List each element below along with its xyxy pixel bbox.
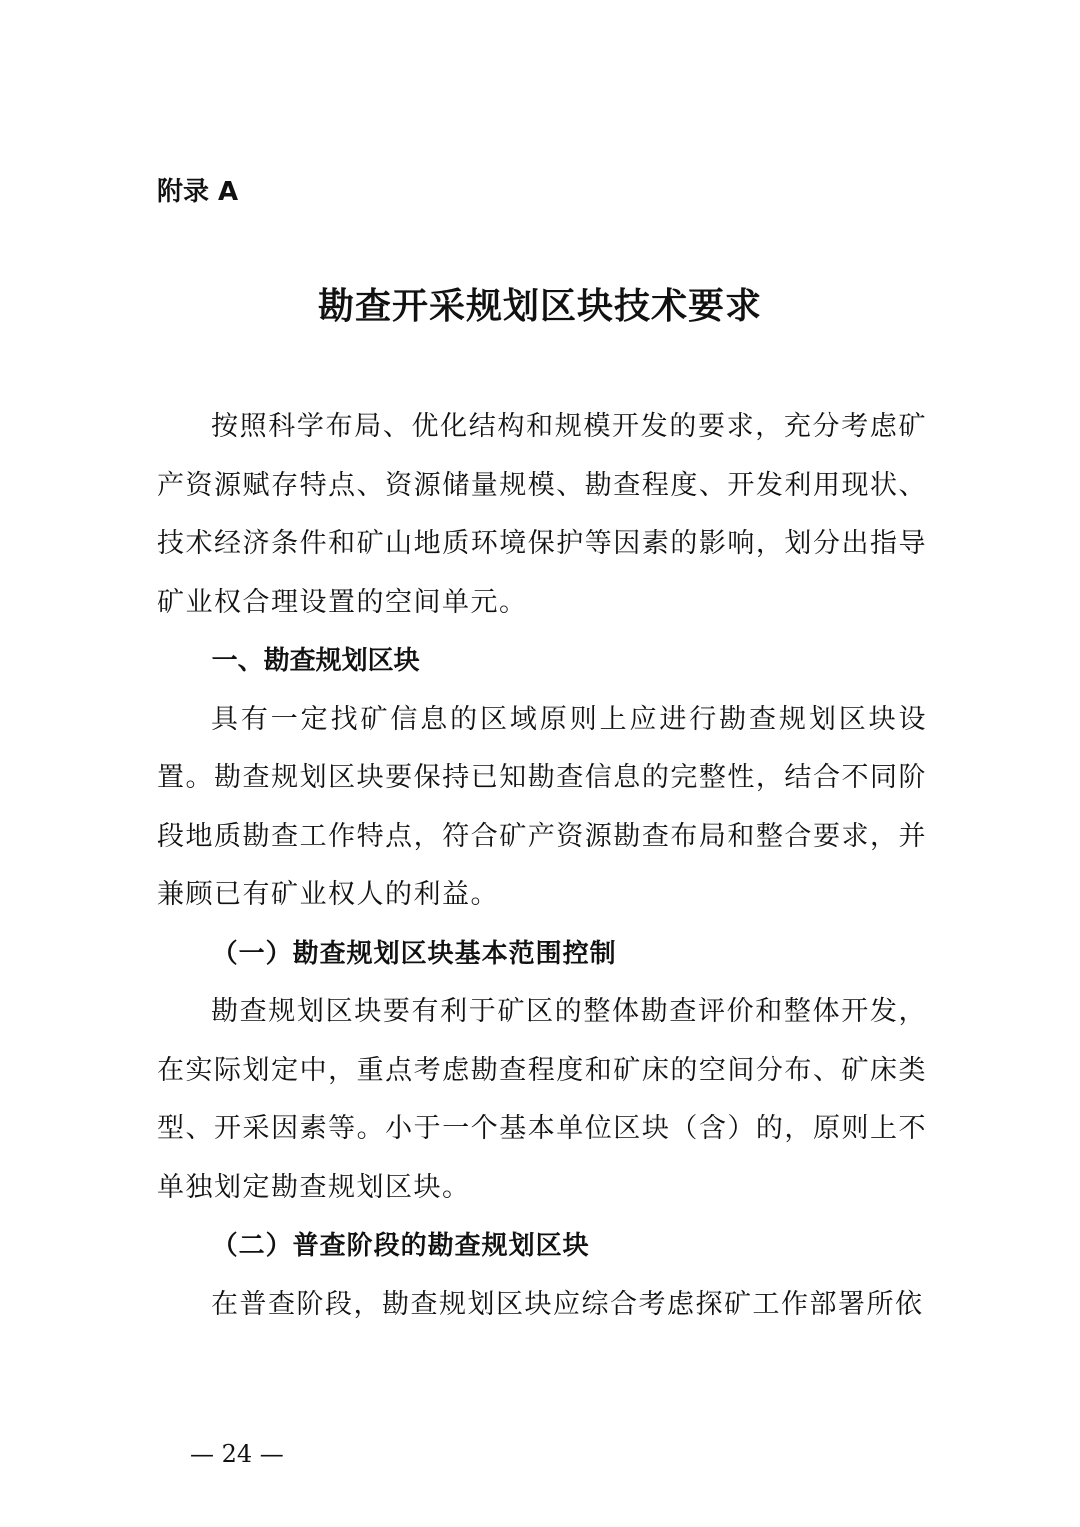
page-number: — 24 — [190,1440,284,1468]
subsection-heading: （一）勘查规划区块基本范围控制 [211,938,617,969]
body-paragraph: 具有一定找矿信息的区域原则上应进行勘查规划区块设置。勘查规划区块要保持已知勘查信息的完整性，结合不同阶段地质勘查工作特点，符合矿产资源勘查布局和整合要求，并兼顾已有矿业权人的利益。 [157,703,927,910]
section-heading: 一、勘查规划区块 [211,646,420,676]
document-body [157,398,927,1334]
body-paragraph: 按照科学布局、优化结构和规模开发的要求，充分考虑矿产资源赋存特点、资源储量规模、勘查程度、开发利用现状、技术经济条件和矿山地质环境保护等因素的影响，划分出指导矿业权合理设置的空间单元。 [157,411,927,618]
document-title: 勘查开采规划区块技术要求 [317,285,762,327]
body-paragraph: 勘查规划区块要有利于矿区的整体勘查评价和整体开发，在实际划定中，重点考虑勘查程度和矿床的空间分布、矿床类型、开采因素等。小于一个基本单位区块（含）的，原则上不单独划定勘查规划区块。 [157,996,927,1203]
appendix-label: 附录 A [157,177,239,207]
body-paragraph: 在普查阶段，勘查规划区块应综合考虑探矿工作部署所依 [211,1288,924,1320]
subsection-heading: （二）普查阶段的勘查规划区块 [211,1231,590,1261]
